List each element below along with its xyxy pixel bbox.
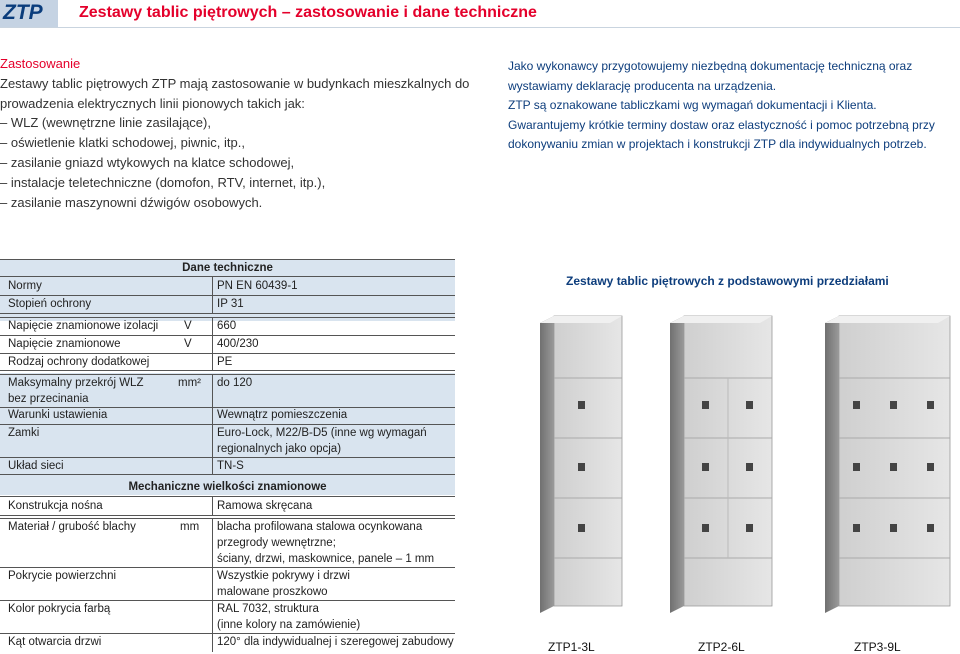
services-paragraph: ZTP są oznakowane tabliczkami wg wymagań dokumentacji i Klienta. bbox=[508, 98, 877, 113]
table-value: blacha profilowana stalowa ocynkowana przegrody wewnętrzne; ściany, drzwi, maskownice, panele – 1 mm bbox=[217, 521, 435, 565]
table-label: Warunki ustawienia bbox=[8, 409, 108, 421]
cabinet-ztp3 bbox=[825, 316, 950, 613]
table-label: Układ sieci bbox=[8, 460, 64, 472]
header-divider bbox=[0, 27, 960, 28]
table-value: 660 bbox=[217, 320, 237, 332]
table-label: Normy bbox=[8, 280, 42, 292]
table-unit: mm bbox=[180, 521, 200, 533]
table-value: IP 31 bbox=[217, 298, 244, 310]
table-value: Euro-Lock, M22/B-D5 (inne wg wymagań regionalnych jako opcja) bbox=[217, 427, 427, 455]
cabinet-ztp2 bbox=[670, 316, 772, 613]
table-value: PN EN 60439-1 bbox=[217, 280, 298, 292]
services-paragraph: Gwarantujemy krótkie terminy dostaw oraz elastyczność i pomoc potrzebną przy dokonywaniu zmian w projektach i konstrukcji ZTP dla indywidualnych potrzeb. bbox=[508, 117, 935, 152]
table-label: Napięcie znamionowe izolacji bbox=[8, 320, 159, 332]
table-value: Wszystkie pokrywy i drzwi malowane proszkowo bbox=[217, 570, 350, 598]
cabinet-label: ZTP2-6L bbox=[698, 640, 745, 654]
cabinets-illustration bbox=[510, 298, 960, 633]
services-paragraph: Jako wykonawcy przygotowujemy niezbędną dokumentację techniczną oraz wystawiamy deklarację producenta na urządzenia. bbox=[508, 59, 913, 93]
table-value: 400/230 bbox=[217, 338, 259, 350]
table-value: Ramowa skręcana bbox=[217, 500, 313, 512]
table-section-title: Dane techniczne bbox=[182, 262, 273, 274]
application-line: – instalacje teletechniczne (domofon, RTV, internet, itp.), bbox=[0, 174, 326, 190]
application-line: – oświetlenie klatki schodowej, piwnic, itp., bbox=[0, 135, 245, 151]
table-label: Zamki bbox=[8, 427, 40, 439]
application-line: – zasilanie gniazd wtykowych na klatce schodowej, bbox=[0, 154, 295, 170]
application-line: Zestawy tablic piętrowych ZTP mają zastosowanie w budynkach mieszkalnych do bbox=[0, 75, 470, 91]
cabinet-ztp1 bbox=[540, 316, 622, 613]
cabinet-label: ZTP1-3L bbox=[548, 640, 595, 654]
table-label: Materiał / grubość blachy bbox=[8, 521, 136, 533]
table-value: PE bbox=[217, 356, 233, 368]
application-line: – WLZ (wewnętrzne linie zasilające), bbox=[0, 115, 211, 131]
table-section-title: Mechaniczne wielkości znamionowe bbox=[128, 481, 327, 493]
table-value: RAL 7032, struktura (inne kolory na zamówienie) bbox=[217, 603, 361, 631]
table-label: Maksymalny przekrój WLZ bez przecinania bbox=[8, 377, 144, 405]
cabinets-title: Zestawy tablic piętrowych z podstawowymi przedziałami bbox=[566, 274, 889, 288]
table-label: Rodzaj ochrony dodatkowej bbox=[8, 356, 150, 368]
application-line: – zasilanie maszynowni dźwigów osobowych. bbox=[0, 194, 263, 210]
table-label: Pokrycie powierzchni bbox=[8, 570, 117, 582]
cabinet-label: ZTP3-9L bbox=[854, 640, 901, 654]
table-unit: mm² bbox=[178, 377, 201, 389]
table-unit: V bbox=[184, 320, 192, 332]
page-title: Zestawy tablic piętrowych – zastosowanie i dane techniczne bbox=[79, 4, 537, 21]
application-line: prowadzenia elektrycznych linii pionowych takich jak: bbox=[0, 95, 305, 111]
table-label: Kąt otwarcia drzwi bbox=[8, 636, 102, 648]
table-value: 120° dla indywidualnej i szeregowej zabudowy bbox=[217, 636, 454, 648]
brand-logo: ZTP bbox=[3, 1, 43, 24]
table-label: Kolor pokrycia farbą bbox=[8, 603, 111, 615]
application-heading: Zastosowanie bbox=[0, 56, 81, 71]
application-section bbox=[0, 54, 470, 212]
services-section bbox=[508, 57, 960, 155]
table-unit: V bbox=[184, 338, 192, 350]
table-label: Konstrukcja nośna bbox=[8, 500, 103, 512]
page-header bbox=[0, 0, 960, 27]
table-value: TN-S bbox=[217, 460, 244, 472]
table-label: Stopień ochrony bbox=[8, 298, 92, 310]
table-label: Napięcie znamionowe bbox=[8, 338, 121, 350]
brand-box bbox=[0, 0, 58, 27]
table-value: do 120 bbox=[217, 377, 253, 389]
table-value: Wewnątrz pomieszczenia bbox=[217, 409, 348, 421]
